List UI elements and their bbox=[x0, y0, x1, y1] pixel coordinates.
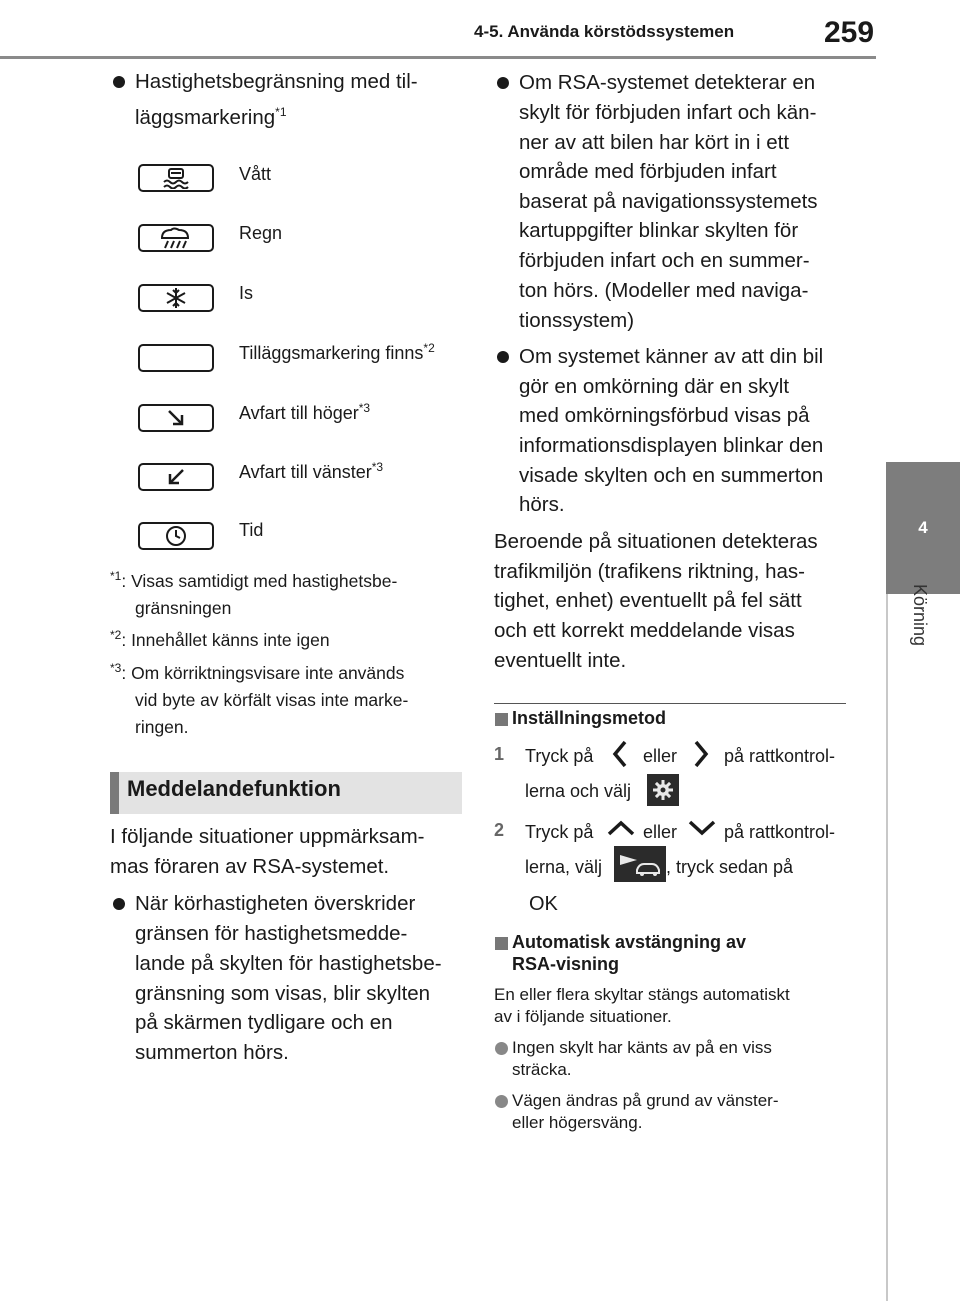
intro-line1: I följande situationer uppmärksam- bbox=[110, 825, 425, 848]
bullet-line: informationsdisplayen blinkar den bbox=[519, 434, 824, 457]
footnote-2 bbox=[110, 628, 330, 652]
icon-label-additional bbox=[239, 343, 435, 364]
section-title: 4-5. Använda körstödssystemen bbox=[474, 22, 735, 41]
step2-text-c: på rattkontrol- bbox=[724, 822, 836, 842]
snowflake-icon bbox=[138, 284, 214, 312]
intro-line2: mas föraren av RSA-systemet. bbox=[110, 855, 390, 878]
page-number: 259 bbox=[824, 16, 875, 49]
bullet-line: När körhastigheten överskrider bbox=[135, 892, 416, 915]
auto-item-line1: Ingen skylt har känts av på en viss bbox=[512, 1038, 772, 1057]
bullet-line: Om systemet känner av att din bil bbox=[519, 345, 824, 368]
wet-road-icon bbox=[138, 164, 214, 192]
icon-label-text: Avfart till vänster bbox=[239, 462, 372, 482]
bullet-line: Om RSA-systemet detekterar en bbox=[519, 71, 816, 94]
step2-text-a: Tryck på bbox=[525, 822, 594, 842]
step1-text-d: lerna och välj bbox=[525, 781, 632, 801]
footnote-mark: *1 bbox=[110, 569, 122, 584]
car-sign-icon bbox=[614, 846, 666, 882]
side-divider bbox=[886, 594, 888, 1301]
paragraph-line: Beroende på situationen detekteras bbox=[494, 530, 818, 553]
footnote-text: : Visas samtidigt med hastighetsbe- bbox=[121, 571, 398, 591]
footnote-3-cont1: vid byte av körfält visas inte marke- bbox=[135, 690, 409, 710]
auto-intro-line1: En eller flera skyltar stängs automatiskt bbox=[494, 985, 790, 1004]
bullet-dot bbox=[113, 898, 125, 910]
footnote-1-cont: gränsningen bbox=[135, 598, 232, 618]
paragraph-line: och ett korrekt meddelande visas bbox=[494, 619, 795, 642]
icon-label-text: Tilläggsmarkering finns bbox=[239, 343, 424, 363]
chevron-left-icon bbox=[609, 738, 631, 775]
auto-item-line2: sträcka. bbox=[512, 1060, 572, 1079]
chevron-right-icon bbox=[690, 738, 712, 775]
bullet-line: ner av att bilen har kört in i ett bbox=[519, 131, 790, 154]
auto-item-line1: Vägen ändras på grund av vänster- bbox=[512, 1091, 779, 1110]
gear-icon bbox=[647, 774, 679, 806]
header-divider bbox=[0, 56, 876, 59]
footnote-3 bbox=[110, 661, 404, 685]
paragraph-line: tighet, enhet) eventuellt på fel sätt bbox=[494, 589, 802, 612]
bullet-line: ton hörs. (Modeller med naviga- bbox=[519, 279, 809, 302]
icon-label-ice: Is bbox=[239, 283, 254, 303]
footnote-text: : Om körriktningsvisare inte används bbox=[121, 663, 405, 683]
icon-label-time: Tid bbox=[239, 520, 264, 540]
footnote-mark: *2 bbox=[110, 628, 122, 643]
bullet-line: gränsen för hastighetsmedde- bbox=[135, 922, 408, 945]
section-heading-bar bbox=[110, 772, 119, 814]
ok-label: OK bbox=[529, 893, 558, 915]
footnote-mark: *3 bbox=[110, 661, 122, 676]
bullet-line: gör en omkörning där en skylt bbox=[519, 375, 790, 398]
bullet-line: summerton hörs. bbox=[135, 1041, 289, 1064]
step1-text-a: Tryck på bbox=[525, 746, 594, 766]
blank-plate-icon bbox=[138, 344, 214, 372]
footnote-1 bbox=[110, 569, 397, 593]
list-bullet bbox=[495, 1042, 508, 1055]
bullet-line: område med förbjuden infart bbox=[519, 160, 777, 183]
step2-text-b: eller bbox=[643, 822, 678, 842]
auto-intro-line2: av i följande situationer. bbox=[494, 1007, 672, 1026]
exit-left-arrow-icon bbox=[138, 463, 214, 491]
bullet-title-line2 bbox=[135, 103, 287, 133]
rain-icon bbox=[138, 224, 214, 252]
bullet-dot bbox=[497, 77, 509, 89]
bullet-line: baserat på navigationssystemets bbox=[519, 190, 818, 213]
icon-label-text: Avfart till höger bbox=[239, 403, 359, 423]
bullet-line: på skärmen tydligare och en bbox=[135, 1011, 393, 1034]
step2-text-e: , tryck sedan på bbox=[666, 857, 794, 877]
auto-heading-line1: Automatisk avstängning av bbox=[512, 932, 747, 952]
bullet-title-text: läggsmarkering bbox=[135, 106, 276, 129]
chapter-number: 4 bbox=[918, 518, 928, 537]
bullet-line: gränsning som visas, blir skylten bbox=[135, 982, 431, 1005]
settings-heading: Inställningsmetod bbox=[512, 708, 667, 728]
auto-heading-line2: RSA-visning bbox=[512, 954, 620, 974]
chapter-label: Körning bbox=[910, 584, 930, 647]
subheading-marker bbox=[495, 713, 508, 726]
exit-right-arrow-icon bbox=[138, 404, 214, 432]
chevron-up-icon bbox=[605, 818, 637, 843]
footnote-ref: *2 bbox=[423, 341, 435, 355]
bullet-line: tionssystem) bbox=[519, 309, 635, 332]
footnote-text: : Innehållet känns inte igen bbox=[121, 630, 330, 650]
chevron-down-icon bbox=[686, 818, 718, 843]
step2-text-d: lerna, välj bbox=[525, 857, 603, 877]
icon-label-wet: Vått bbox=[239, 164, 272, 184]
subheading-marker bbox=[495, 937, 508, 950]
footnote-ref: *3 bbox=[358, 401, 371, 415]
step1-text-c: på rattkontrol- bbox=[724, 746, 836, 766]
subsection-divider bbox=[494, 703, 846, 704]
bullet-title-line1: Hastighetsbegränsning med til- bbox=[135, 70, 418, 93]
step-number: 2 bbox=[494, 820, 505, 840]
clock-icon bbox=[138, 522, 214, 550]
bullet-line: med omkörningsförbud visas på bbox=[519, 404, 810, 427]
auto-item-line2: eller högersväng. bbox=[512, 1113, 643, 1132]
footnote-3-cont2: ringen. bbox=[135, 717, 189, 737]
paragraph-line: trafikmiljön (trafikens riktning, has- bbox=[494, 560, 806, 583]
bullet-line: visade skylten och en summerton bbox=[519, 464, 824, 487]
step1-text-b: eller bbox=[643, 746, 678, 766]
paragraph-line: eventuellt inte. bbox=[494, 649, 627, 672]
bullet-line: lande på skylten för hastighetsbe- bbox=[135, 952, 442, 975]
icon-label-exit-left bbox=[239, 462, 383, 483]
list-bullet bbox=[495, 1095, 508, 1108]
bullet-dot bbox=[497, 351, 509, 363]
step-number: 1 bbox=[494, 744, 505, 764]
bullet-line: hörs. bbox=[519, 493, 565, 516]
footnote-ref: *1 bbox=[275, 105, 287, 120]
icon-label-rain: Regn bbox=[239, 223, 283, 243]
bullet-line: skylt för förbjuden infart och kän- bbox=[519, 101, 817, 124]
section-heading: Meddelandefunktion bbox=[127, 776, 341, 801]
footnote-ref: *3 bbox=[371, 460, 384, 474]
bullet-dot bbox=[113, 76, 125, 88]
bullet-line: förbjuden infart och en summer- bbox=[519, 249, 810, 272]
bullet-line: kartuppgifter blinkar skylten för bbox=[519, 219, 799, 242]
icon-label-exit-right bbox=[239, 403, 370, 424]
